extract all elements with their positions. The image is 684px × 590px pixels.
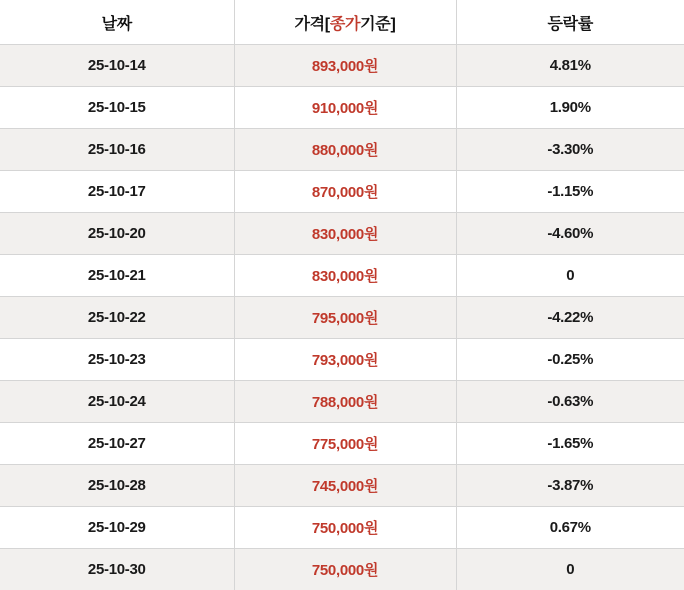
table-row [0, 129, 684, 171]
cell-date: 25-10-29 [0, 507, 234, 549]
table-row [0, 465, 684, 507]
cell-change: 0 [456, 549, 684, 590]
cell-price: 830,000원 [234, 255, 456, 297]
cell-price: 788,000원 [234, 381, 456, 423]
cell-price: 750,000원 [234, 549, 456, 590]
column-header-date: 날짜 [0, 0, 234, 45]
cell-change: -4.22% [456, 297, 684, 339]
table-row [0, 423, 684, 465]
cell-price: 870,000원 [234, 171, 456, 213]
cell-change: 4.81% [456, 45, 684, 87]
cell-price: 910,000원 [234, 87, 456, 129]
table-row [0, 507, 684, 549]
cell-date: 25-10-15 [0, 87, 234, 129]
cell-change: -1.15% [456, 171, 684, 213]
column-header-change: 등락률 [456, 0, 684, 45]
cell-change: 0 [456, 255, 684, 297]
cell-price: 795,000원 [234, 297, 456, 339]
cell-date: 25-10-14 [0, 45, 234, 87]
cell-price: 745,000원 [234, 465, 456, 507]
table-row [0, 297, 684, 339]
column-header-price-prefix: 가격[ [295, 16, 330, 33]
cell-price: 880,000원 [234, 129, 456, 171]
cell-price: 830,000원 [234, 213, 456, 255]
cell-change: 0.67% [456, 507, 684, 549]
cell-date: 25-10-27 [0, 423, 234, 465]
column-header-price [234, 0, 456, 45]
table-row [0, 213, 684, 255]
cell-date: 25-10-21 [0, 255, 234, 297]
cell-date: 25-10-17 [0, 171, 234, 213]
cell-change: -4.60% [456, 213, 684, 255]
cell-date: 25-10-30 [0, 549, 234, 590]
table-body [0, 45, 684, 590]
cell-price: 793,000원 [234, 339, 456, 381]
cell-change: -0.25% [456, 339, 684, 381]
cell-date: 25-10-20 [0, 213, 234, 255]
table-row [0, 339, 684, 381]
cell-change: -3.87% [456, 465, 684, 507]
cell-date: 25-10-24 [0, 381, 234, 423]
cell-price: 893,000원 [234, 45, 456, 87]
table-row [0, 549, 684, 590]
cell-price: 750,000원 [234, 507, 456, 549]
cell-date: 25-10-16 [0, 129, 234, 171]
cell-change: -0.63% [456, 381, 684, 423]
table-header [0, 0, 684, 45]
cell-change: -1.65% [456, 423, 684, 465]
column-header-price-suffix: 기준] [360, 16, 395, 33]
table-row [0, 87, 684, 129]
table-row [0, 381, 684, 423]
table-header-row [0, 0, 684, 45]
table-row [0, 45, 684, 87]
cell-date: 25-10-22 [0, 297, 234, 339]
column-header-price-highlight: 종가 [330, 16, 360, 33]
cell-date: 25-10-23 [0, 339, 234, 381]
cell-price: 775,000원 [234, 423, 456, 465]
cell-date: 25-10-28 [0, 465, 234, 507]
table-row [0, 171, 684, 213]
table-row [0, 255, 684, 297]
cell-change: 1.90% [456, 87, 684, 129]
cell-change: -3.30% [456, 129, 684, 171]
